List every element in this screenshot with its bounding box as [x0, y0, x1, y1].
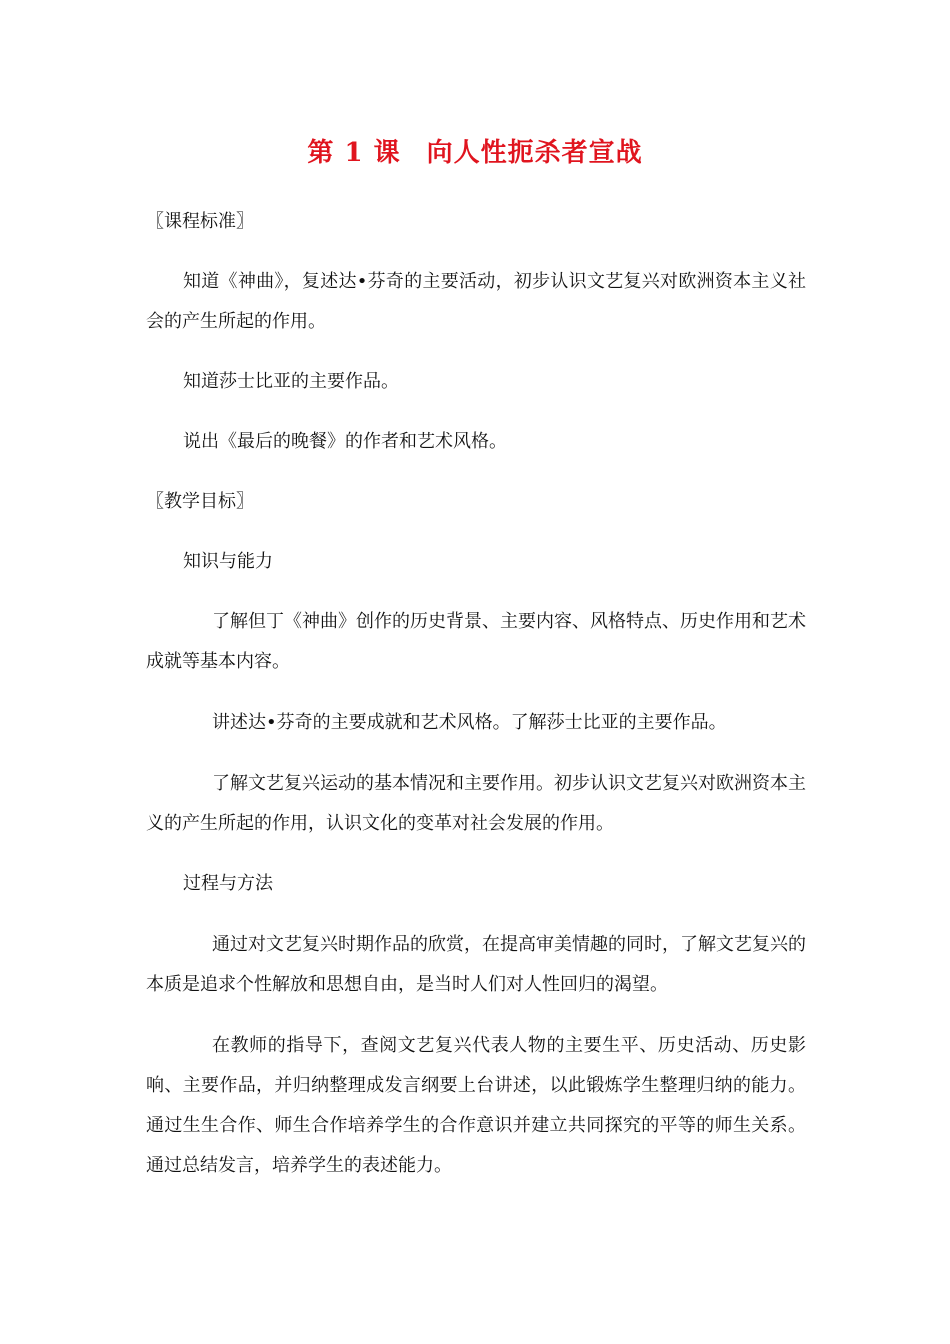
knowledge-heading: 知识与能力 [183, 551, 273, 572]
teaching-goals-heading: 〖教学目标〗 [146, 491, 254, 512]
lesson-title [0, 132, 950, 169]
process-heading: 过程与方法 [183, 873, 273, 894]
standard-item: 知道莎士比亚的主要作品。 [183, 371, 399, 392]
standard-item: 说出《最后的晚餐》的作者和艺术风格。 [183, 431, 507, 452]
process-item: 通过对文艺复兴时期作品的欣赏，在提高审美情趣的同时，了解文艺复兴的本质是追求个性解放和思想自由，是当时人们对人性回归的渴望。 [146, 934, 806, 995]
lesson-name: 向人性扼杀者宣战 [426, 138, 643, 168]
knowledge-item: 了解但丁《神曲》创作的历史背景、主要内容、风格特点、历史作用和艺术成就等基本内容。 [146, 611, 806, 672]
lesson-number: 第 1 课 [307, 138, 401, 168]
process-item: 在教师的指导下，查阅文艺复兴代表人物的主要生平、历史活动、历史影响、主要作品，并归纳整理成发言纲要上台讲述，以此锻炼学生整理归纳的能力。通过生生合作、师生合作培养学生的合作意识并建立共同探究的平等的师生关系。通过总结发言，培养学生的表述能力。 [146, 1035, 806, 1176]
knowledge-item: 讲述达•芬奇的主要成就和艺术风格。了解莎士比亚的主要作品。 [212, 712, 727, 733]
curriculum-standard-heading: 〖课程标准〗 [146, 211, 254, 232]
standard-item: 知道《神曲》，复述达•芬奇的主要活动，初步认识文艺复兴对欧洲资本主义社会的产生所起的作用。 [146, 271, 806, 332]
knowledge-item: 了解文艺复兴运动的基本情况和主要作用。初步认识文艺复兴对欧洲资本主义的产生所起的作用，认识文化的变革对社会发展的作用。 [146, 773, 806, 834]
